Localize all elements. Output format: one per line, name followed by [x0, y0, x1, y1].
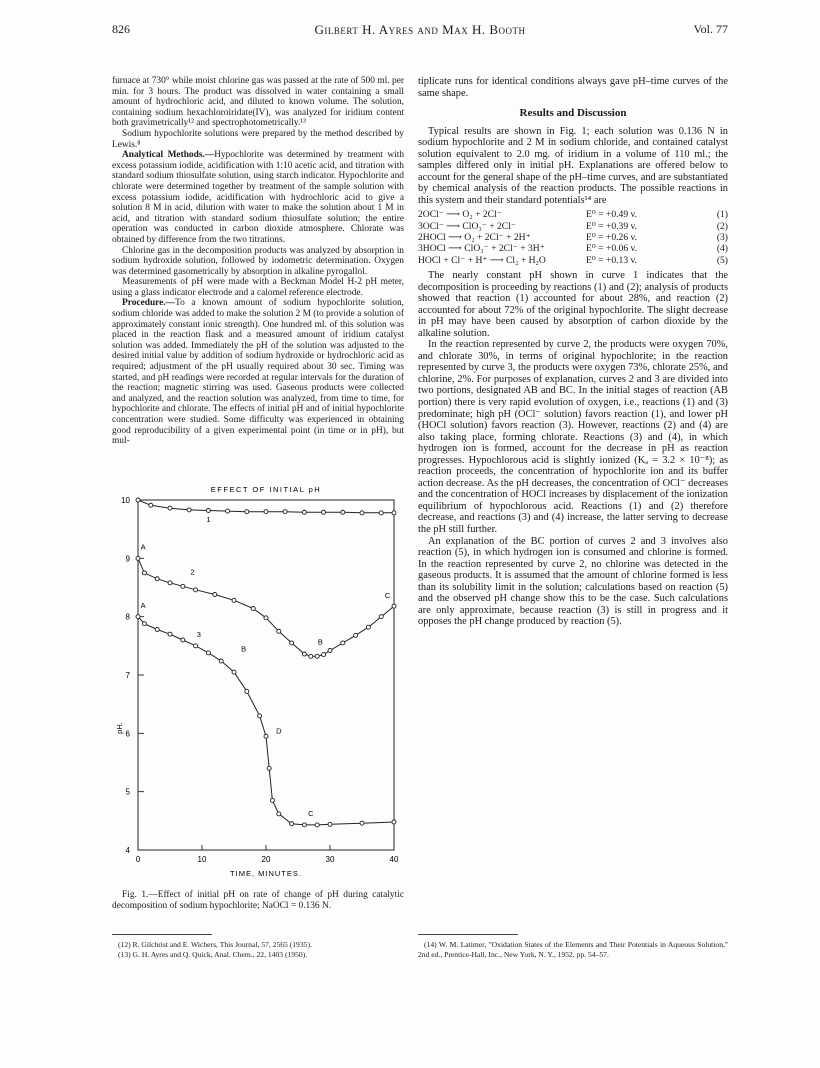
equation-2	[418, 221, 728, 232]
curve-annotation: 2	[190, 567, 195, 577]
footnotes-right	[418, 940, 728, 959]
data-point	[392, 820, 396, 824]
run-in-heading: Procedure.—	[122, 298, 176, 309]
footnote: (12) R. Gilchrist and E. Wichers, This Journal, 57, 2565 (1935).	[118, 940, 312, 949]
equation-3	[418, 232, 728, 243]
data-point	[341, 641, 345, 645]
paragraph: Analytical Methods.—Hypochlorite was determined by treatment with excess potassium iodide, acidification with 1:10 acetic acid, and titration with standard sodium thiosulfate solution, using starch indicator. Hypochlorite and chlorate were determined together by treatment of the sample solution with excess potassium iodide, acidification with hydrochloric acid to give a solution 8 M in acid, dilution with water to make the solution about 1 M in acid, and titration with standard sodium thiosulfate solution; the entire operation was conducted in carbon dioxide atmosphere. Chlorate was obtained by difference from the two titrations.	[112, 150, 405, 245]
data-point	[155, 577, 159, 581]
x-tick-label: 20	[261, 855, 271, 864]
figure-caption: Fig. 1.—Effect of initial pH on rate of change of pH during catalytic decomposition of sodium hypochlorite; NaOCl = 0.136 N.	[112, 890, 404, 911]
curve-annotation: 3	[196, 630, 201, 640]
equation-5	[418, 255, 728, 266]
equation-potential: E⁰ = +0.49 v.	[586, 209, 638, 221]
data-point	[392, 511, 396, 515]
data-point	[136, 615, 140, 619]
running-authors: Gilbert H. Ayres and Max H. Booth	[314, 22, 526, 37]
data-point	[290, 641, 294, 645]
y-tick-label: 4	[125, 846, 130, 855]
equation-potential: E⁰ = +0.26 v.	[586, 232, 638, 244]
data-point	[226, 509, 230, 513]
data-point	[290, 822, 294, 826]
equation-potential: E⁰ = +0.06 v.	[586, 243, 638, 255]
data-point	[379, 615, 383, 619]
equation-reaction: 3OCl⁻ ⟶ ClO₃⁻ + 2Cl⁻	[418, 220, 516, 232]
equation-reaction: HOCl + Cl⁻ + H⁺ ⟶ Cl₂ + H₂O	[418, 254, 546, 266]
equation-reaction: 2HOCl ⟶ O₂ + 2Cl⁻ + 2H⁺	[418, 232, 531, 244]
x-tick-label: 40	[389, 855, 399, 864]
series-line-2	[138, 558, 394, 656]
data-point	[251, 607, 255, 611]
equation-list	[418, 209, 728, 265]
data-point	[277, 629, 281, 633]
y-tick-label: 10	[121, 496, 130, 505]
running-header	[112, 22, 728, 40]
footnotes-left	[112, 940, 404, 959]
data-point	[270, 798, 274, 802]
data-point	[264, 510, 268, 514]
footnote-rule-right	[418, 934, 518, 935]
data-point	[322, 653, 326, 657]
data-point	[213, 593, 217, 597]
data-point	[194, 588, 198, 592]
data-point	[232, 598, 236, 602]
y-tick-label: 7	[125, 671, 130, 680]
equation-number: (1)	[716, 209, 728, 221]
curve-annotation: D	[276, 726, 282, 736]
right-column	[418, 76, 728, 628]
x-tick-label: 30	[325, 855, 335, 864]
x-tick-label: 0	[135, 855, 141, 864]
equation-potential: E⁰ = +0.39 v.	[586, 220, 638, 232]
paragraph: furnace at 730° while moist chlorine gas was passed at the rate of 500 ml. per min. for 3 hours. The product was dissolved in water containing a small amount of hydrochloric acid, and diluted to known volume. The solution, containing sodium hexachloroiridate(IV), was analyzed for iridium content both gravimetrically¹² and spectrophotometrically.¹³	[112, 76, 404, 129]
equation-1	[418, 209, 728, 220]
y-tick-label: 9	[125, 554, 130, 564]
paragraph: Typical results are shown in Fig. 1; each solution was 0.136 N in sodium hypochlorite and 2 M in sodium chloride, and contained catalyst solution equivalent to 2.0 mg. of iridium in a volume of 110 ml.; the samples differed only in initial pH. Explanations are offered below to account for the general shape of the pH–time curves, and are substantiated by chemical analysis of the reaction products. The possible reactions in this system and their standard potentials¹⁴ are	[418, 125, 728, 206]
data-point	[341, 510, 345, 514]
page-number: 826	[112, 22, 130, 36]
curve-annotation: A	[140, 600, 146, 610]
plot-frame	[138, 500, 394, 850]
equation-potential: E⁰ = +0.13 v.	[586, 254, 638, 266]
data-point	[168, 506, 172, 510]
footnote-rule-left	[112, 934, 212, 935]
paragraph: In the reaction represented by curve 2, the products were oxygen 70%, and chlorate 30%, in terms of original hypochlorite; in the reaction represented by curve 3, the products were oxygen 73%, chlorate 25%, and chlorine, 2%. For purposes of explanation, curves 2 and 3 are divided into two portions, designated AB and BC. In the initial stages of reaction (AB portion) there is very rapid evolution of oxygen, i.e., reactions (1) and (3) predominate; high pH (OCl⁻ solution) favors reaction (1), and lower pH (HOCl solution) favors reaction (3). However, reactions (2) and (4) are also taking place, forming chlorate. Reactions (3) and (4), in which hydrogen ion is formed, account for the decrease in pH as reaction progresses. Hypochlorous acid is slightly ionized (Kₐ = 3.2 × 10⁻⁸); as reaction proceeds, the concentration of hypochlorite ion and its buffer action decrease. As the pH decreases, the concentration of OCl⁻ decreases and the concentration of HOCl increases by displacement of the ionization equilibrium of hypochlorous acid. Reactions (1) and (2) therefore decrease, and reactions (3) and (4) increase, the latter serving to decrease the pH still further.	[418, 339, 728, 535]
y-axis-label: pH.	[115, 722, 124, 734]
y-tick-label: 8	[125, 612, 130, 622]
data-point	[302, 652, 306, 656]
x-axis-label: TIME, MINUTES.	[230, 869, 302, 878]
paragraph: An explanation of the BC portion of curves 2 and 3 involves also reaction (5), in which hydrogen ion is consumed and chlorine is formed. In the reaction represented by curve 2, no chlorine was detected in the gaseous products. It is assumed that the amount of chlorine formed is less than its solubility limit in the solution; calculations based on reaction (5) and the observed pH change show this to be the case. Such calculations are only approximate, because reaction (3) is still in progress and it opposes the pH change produced by reaction (5).	[418, 535, 728, 628]
y-tick-label: 5	[125, 787, 130, 797]
data-point	[258, 714, 262, 718]
data-point	[283, 510, 287, 514]
data-point	[187, 508, 191, 512]
left-column	[112, 76, 404, 447]
data-point	[155, 628, 159, 632]
equation-number: (2)	[716, 220, 728, 232]
curve-annotation: B	[241, 644, 247, 654]
data-point	[232, 670, 236, 674]
curve-annotation: C	[384, 591, 391, 600]
data-point	[181, 638, 185, 642]
equation-number: (5)	[716, 254, 728, 266]
data-point	[219, 659, 223, 663]
equation-reaction: 3HOCl ⟶ ClO₃⁻ + 2Cl⁻ + 3H⁺	[418, 243, 545, 255]
figure-1	[112, 470, 412, 880]
data-point	[322, 510, 326, 514]
data-point	[245, 510, 249, 514]
data-point	[360, 511, 364, 515]
equation-number: (3)	[716, 232, 728, 244]
data-point	[366, 625, 370, 629]
data-point	[277, 812, 281, 816]
data-point	[264, 734, 268, 738]
footnote: (13) G. H. Ayres and Q. Quick, Anal. Chem., 22, 1403 (1950).	[118, 949, 308, 959]
data-point	[136, 556, 140, 560]
curve-annotation: 1	[206, 515, 211, 525]
data-point	[302, 823, 306, 827]
data-point	[328, 649, 332, 653]
data-point	[142, 571, 146, 575]
data-point	[315, 654, 319, 658]
data-point	[149, 503, 153, 507]
data-point	[142, 622, 146, 626]
curve-annotation: C	[308, 809, 314, 819]
equation-number: (4)	[716, 243, 728, 255]
data-point	[309, 654, 313, 658]
curve-annotation: B	[317, 637, 323, 647]
data-point	[302, 510, 306, 514]
chart-title: EFFECT OF INITIAL pH	[210, 485, 322, 494]
data-point	[245, 689, 249, 693]
paragraph: Sodium hypochlorite solutions were prepared by the method described by Lewis.⁸	[112, 128, 404, 150]
data-point	[181, 584, 185, 588]
curve-annotation: A	[140, 542, 146, 552]
series-line-3	[138, 617, 394, 825]
data-point	[264, 616, 268, 620]
data-point	[315, 823, 319, 827]
ph-time-chart	[112, 470, 412, 880]
equation-4	[418, 243, 728, 254]
y-tick-label: 6	[125, 729, 130, 739]
data-point	[379, 511, 383, 515]
data-point	[194, 644, 198, 648]
data-point	[136, 498, 140, 502]
data-point	[267, 766, 271, 770]
equation-reaction: 2OCl⁻ ⟶ O₂ + 2Cl⁻	[418, 209, 502, 221]
paragraph: tiplicate runs for identical conditions always gave pH–time curves of the same shape.	[418, 76, 728, 99]
paragraph: Procedure.—To a known amount of sodium hypochlorite solution, sodium chloride was added to make the solution 2 M (to provide a solution of approximately constant ionic strength). One hundred ml. of this solution was placed in the reaction flask and a measured amount of iridium catalyst solution was added. Immediately the pH of the solution was adjusted to the desired initial value by addition of sodium hydroxide or hydrochloric acid as required; adjustment of the pH usually required about 30 sec. Timing was started, and pH readings were recorded at regular intervals for the duration of the reaction; magnetic stirring was used. Gaseous products were collected and analyzed, and the reaction solution was analyzed, from time to time, for hypochlorite and chlorate. The effects of initial pH and of initial hypochlorite concentration were studied. Some difficulty was experienced in obtaining good reproducibility of a given experimental point (in time or in pH), but mul-	[112, 298, 404, 447]
footnote: (14) W. M. Latimer, "Oxidation States of the Elements and Their Potentials in Aqueous Solution," 2nd ed., Prentice-Hall, Inc., New York, N. Y., 1952, pp. 54–57.	[418, 940, 728, 959]
paragraph: Chlorine gas in the decomposition products was analyzed by absorption in sodium hydroxide solution, followed by iodometric determination. Oxygen was determined gasometrically by absorption in alkaline pyrogallol.	[112, 245, 404, 277]
data-point	[360, 821, 364, 825]
section-title: Results and Discussion	[519, 107, 627, 120]
data-point	[392, 604, 396, 608]
run-in-heading: Analytical Methods.—	[122, 150, 215, 161]
volume-label: Vol. 77	[693, 22, 728, 36]
data-point	[206, 651, 210, 655]
data-point	[354, 633, 358, 637]
data-point	[328, 822, 332, 826]
data-point	[168, 581, 172, 585]
paragraph: The nearly constant pH shown in curve 1 indicates that the decomposition is proceeding by reactions (1) and (2); analysis of products showed that reaction (1) accounted for about 28%, and reaction (2) accounted for about 72% of the original hypochlorite. The slight decrease in pH may have been caused by absorption of carbon dioxide by the alkaline solution.	[418, 269, 728, 339]
x-tick-label: 10	[197, 855, 207, 864]
data-point	[168, 632, 172, 636]
data-point	[206, 509, 210, 513]
paragraph: Measurements of pH were made with a Beckman Model H-2 pH meter, using a glass indicator electrode and a calomel reference electrode.	[112, 277, 404, 298]
